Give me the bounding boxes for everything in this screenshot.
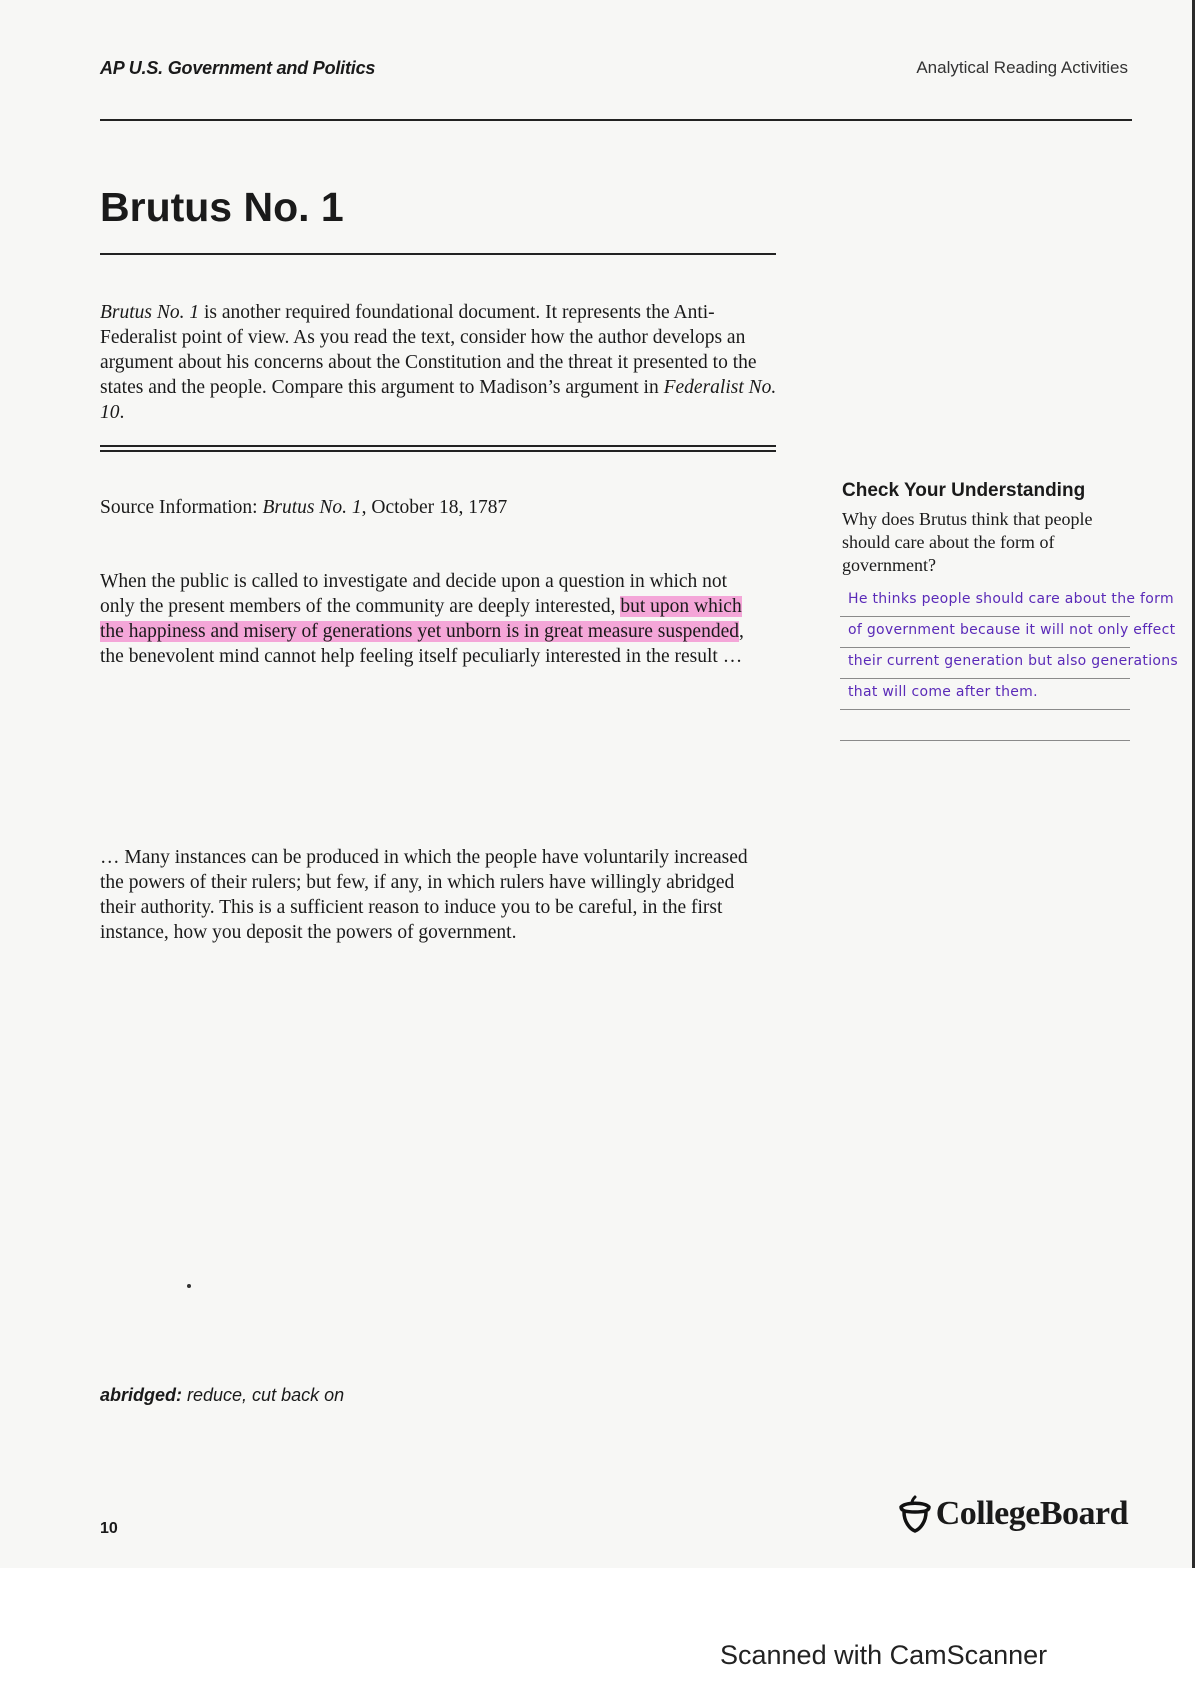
answer-line-blank [840, 710, 1130, 741]
source-title: Brutus No. 1 [262, 497, 362, 518]
running-header-right: Analytical Reading Activities [916, 58, 1128, 77]
footnote-term: abridged: [100, 1385, 183, 1405]
quote1-after: , the benevolent mind cannot help feeling itself peculiarly interested in the result … [100, 621, 744, 667]
answer-line: He thinks people should care about the form [840, 586, 1130, 617]
acorn-icon [898, 1495, 932, 1533]
sidebar-title: Check Your Understanding [842, 480, 1086, 501]
header-rule [100, 119, 1132, 121]
running-header-left: AP U.S. Government and Politics [100, 58, 376, 78]
answer-line: of government because it will not only effect [840, 617, 1130, 648]
brand-name: CollegeBoard [935, 1495, 1128, 1532]
answer-area [840, 586, 1179, 741]
collegeboard-logo [898, 1495, 1128, 1533]
intro-paragraph [100, 300, 790, 425]
answer-line: their current generation but also generations [840, 648, 1130, 679]
footnote-definition: reduce, cut back on [182, 1385, 345, 1405]
page-number: 10 [100, 1520, 118, 1537]
title-rule [100, 253, 776, 255]
page-title: Brutus No. 1 [100, 184, 344, 230]
section-double-rule [100, 445, 776, 452]
answer-line: that will come after them. [840, 679, 1130, 710]
quote-paragraph-2: … Many instances can be produced in which the people have voluntarily increased the powers of their rulers; but few, if any, in which rulers have willingly abridged their authority. This is a sufficient reason to induce you to be careful, in the first instance, how you deposit the powers of government. [100, 847, 748, 943]
intro-italic-lead: Brutus No. 1 [100, 302, 200, 323]
intro-italic-ref: Federalist No. 10 [100, 377, 777, 423]
intro-text: is another required foundational document. It represents the Anti-Federalist point of view. As you read the text, consider how the author develops an argument about his concerns about the Constitution and the threat it presented to the states and the people. Compare this argument to Madison’s argument in [100, 302, 757, 398]
sidebar-question: Why does Brutus think that people should care about the form of government? [842, 509, 1093, 575]
stray-dot [187, 1284, 191, 1288]
source-information [100, 495, 780, 520]
source-label: Source Information: [100, 497, 263, 518]
highlighted-text: but upon which the happiness and misery of generations yet unborn is in great measure suspended [100, 596, 742, 642]
scanner-watermark: Scanned with CamScanner [720, 1640, 1048, 1670]
page-edge [1192, 0, 1195, 1568]
intro-text-end: . [119, 402, 125, 423]
quote-paragraph-1 [100, 569, 760, 669]
quote1-before: When the public is called to investigate and decide upon a question in which not only the present members of the community are deeply interested, [100, 571, 728, 617]
footnote [100, 1385, 344, 1406]
source-date: , October 18, 1787 [361, 497, 508, 518]
